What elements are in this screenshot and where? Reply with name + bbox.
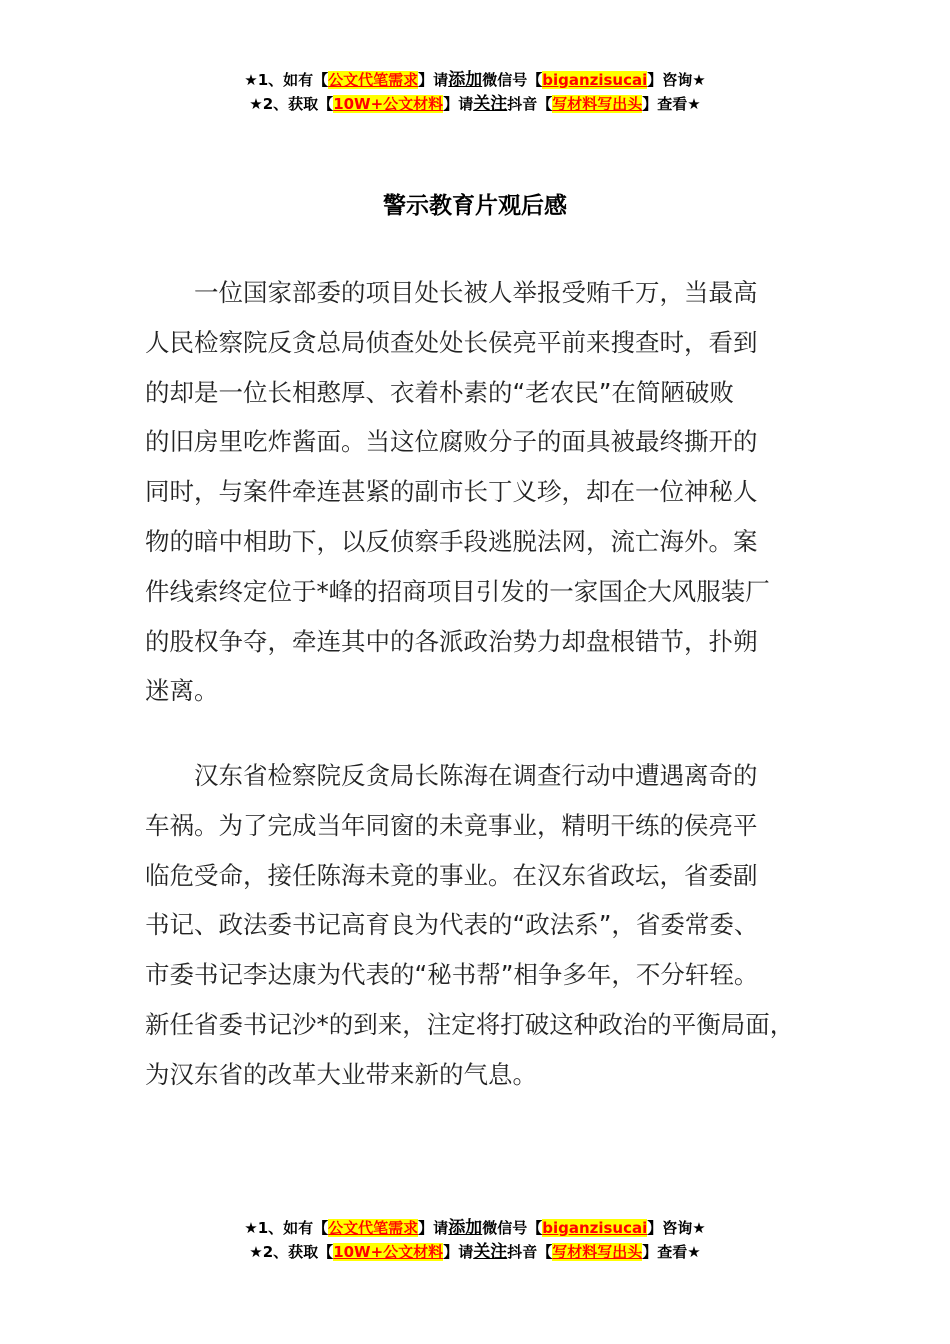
footer-line1-underlined: 添加 [448, 1218, 483, 1238]
paragraph-1-line: 一位国家部委的项目处长被人举报受贿千万，当最高 [145, 278, 758, 307]
footer-douyin-id: 写材料写出头 [552, 1243, 643, 1261]
footer-line1-highlight: 公文代笔需求 [328, 1219, 419, 1237]
paragraph-1-line: 的旧房里吃炸酱面。当这位腐败分子的面具被最终撕开的 [145, 427, 758, 457]
footer-wechat-id: biganzisucai [542, 1219, 648, 1237]
header-banner [0, 68, 950, 116]
footer-line2-suffix: 】查看★ [642, 1243, 701, 1261]
paragraph-1-line: 的股权争夺，牵连其中的各派政治势力却盘根错节，扑朔 [145, 626, 758, 656]
header-line1-prefix: ★1、如有【 [244, 71, 329, 89]
paragraph-1-line: 同时，与案件牵连甚紧的副市长丁义珍，却在一位神秘人 [145, 477, 758, 507]
paragraph-1-line: 件线索终定位于*峰的招商项目引发的一家国企大风服装厂 [145, 576, 770, 606]
paragraph-1-line: 的却是一位长相憨厚、衣着朴素的“老农民”在简陋破败 [145, 377, 734, 407]
paragraph-2-line: 新任省委书记沙*的到来，注定将打破这种政治的平衡局面， [145, 1009, 795, 1039]
header-wechat-id: biganzisucai [542, 71, 648, 89]
footer-line2-prefix: ★2、获取【 [249, 1243, 334, 1261]
header-banner-line-2 [0, 92, 950, 116]
footer-line1-mid2: 微信号【 [482, 1219, 543, 1237]
footer-line2-mid2: 抖音【 [507, 1243, 553, 1261]
footer-line2-highlight: 10W+公文材料 [333, 1243, 444, 1261]
paragraph-2 [145, 751, 825, 1100]
header-banner-line-1 [0, 68, 950, 92]
paragraph-2-line: 书记、政法委书记高育良为代表的“政法系”，省委常委、 [145, 910, 759, 940]
footer-line1-suffix: 】咨询★ [647, 1219, 706, 1237]
footer-line2-mid1: 】请 [443, 1243, 474, 1261]
header-line1-mid2: 微信号【 [482, 71, 543, 89]
header-douyin-id: 写材料写出头 [552, 95, 643, 113]
paragraph-1-line: 迷离。 [145, 676, 219, 706]
document-title: 警示教育片观后感 [383, 193, 567, 219]
footer-line1-mid1: 】请 [418, 1219, 449, 1237]
header-line1-suffix: 】咨询★ [647, 71, 706, 89]
header-line2-highlight: 10W+公文材料 [333, 95, 444, 113]
footer-banner-line-1 [0, 1216, 950, 1240]
paragraph-1-line: 人民检察院反贪总局侦查处处长侯亮平前来搜查时，看到 [145, 327, 758, 357]
paragraph-2-line: 汉东省检察院反贪局长陈海在调查行动中遭遇离奇的 [145, 761, 758, 790]
paragraph-1-line: 物的暗中相助下，以反侦察手段逃脱法网，流亡海外。案 [145, 526, 758, 556]
paragraph-2-line: 市委书记李达康为代表的“秘书帮”相争多年，不分轩轾。 [145, 960, 759, 990]
header-line2-mid1: 】请 [443, 95, 474, 113]
header-line1-mid1: 】请 [418, 71, 449, 89]
header-line2-mid2: 抖音【 [507, 95, 553, 113]
header-line1-underlined: 添加 [448, 70, 483, 90]
paragraph-2-line: 临危受命，接任陈海未竟的事业。在汉东省政坛，省委副 [145, 860, 758, 890]
header-line2-underlined: 关注 [473, 94, 508, 114]
header-line2-prefix: ★2、获取【 [249, 95, 334, 113]
paragraph-2-line: 车祸。为了完成当年同窗的未竟事业，精明干练的侯亮平 [145, 810, 758, 840]
header-line1-highlight: 公文代笔需求 [328, 71, 419, 89]
footer-line2-underlined: 关注 [473, 1242, 508, 1262]
header-line2-suffix: 】查看★ [642, 95, 701, 113]
paragraph-2-line: 为汉东省的改革大业带来新的气息。 [145, 1059, 537, 1089]
paragraph-1 [145, 268, 825, 716]
footer-line1-prefix: ★1、如有【 [244, 1219, 329, 1237]
footer-banner-line-2 [0, 1240, 950, 1264]
footer-banner [0, 1216, 950, 1264]
